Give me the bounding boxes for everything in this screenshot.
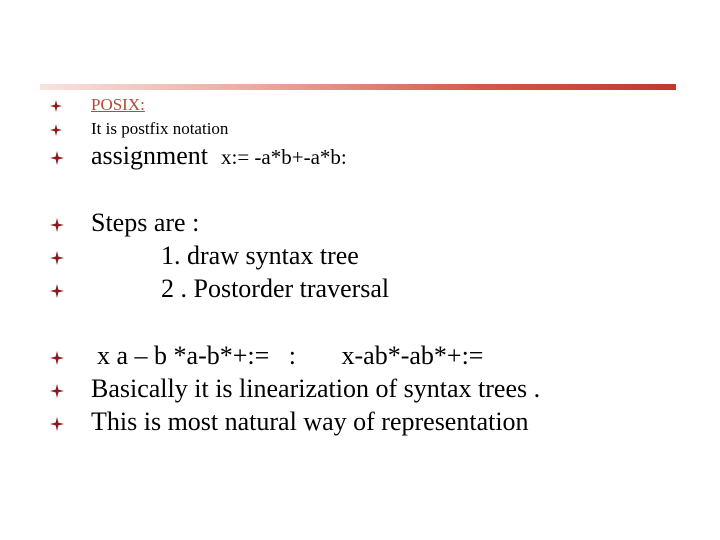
diamond-bullet-icon bbox=[50, 284, 64, 298]
step-1-text bbox=[91, 241, 359, 271]
assignment-word: assignment bbox=[91, 141, 208, 170]
diamond-bullet-icon bbox=[50, 100, 62, 112]
diamond-bullet-icon bbox=[50, 351, 64, 365]
assignment-expression: x:= -a*b+-a*b: bbox=[221, 145, 347, 169]
step-2-label: 2 . Postorder traversal bbox=[161, 274, 390, 303]
diamond-bullet-icon bbox=[50, 218, 64, 232]
steps-heading: Steps are : bbox=[91, 208, 200, 237]
postfix-text: It is postfix notation bbox=[91, 119, 229, 138]
diamond-bullet-icon bbox=[50, 417, 64, 431]
diamond-bullet-icon bbox=[50, 124, 62, 136]
postfix-example: x a – b *a-b*+:= : x-ab*-ab*+:= bbox=[97, 341, 484, 370]
diamond-bullet-icon bbox=[50, 151, 64, 165]
step-1-label: 1. draw syntax tree bbox=[161, 241, 359, 270]
header-rule bbox=[40, 84, 676, 90]
assignment-text bbox=[91, 141, 347, 171]
step-2-text bbox=[91, 274, 389, 304]
linearization-text: Basically it is linearization of syntax trees . bbox=[91, 374, 541, 403]
natural-way-text: This is most natural way of representation bbox=[91, 407, 529, 436]
diamond-bullet-icon bbox=[50, 251, 64, 265]
diamond-bullet-icon bbox=[50, 384, 64, 398]
posix-label: POSIX: bbox=[91, 95, 145, 114]
